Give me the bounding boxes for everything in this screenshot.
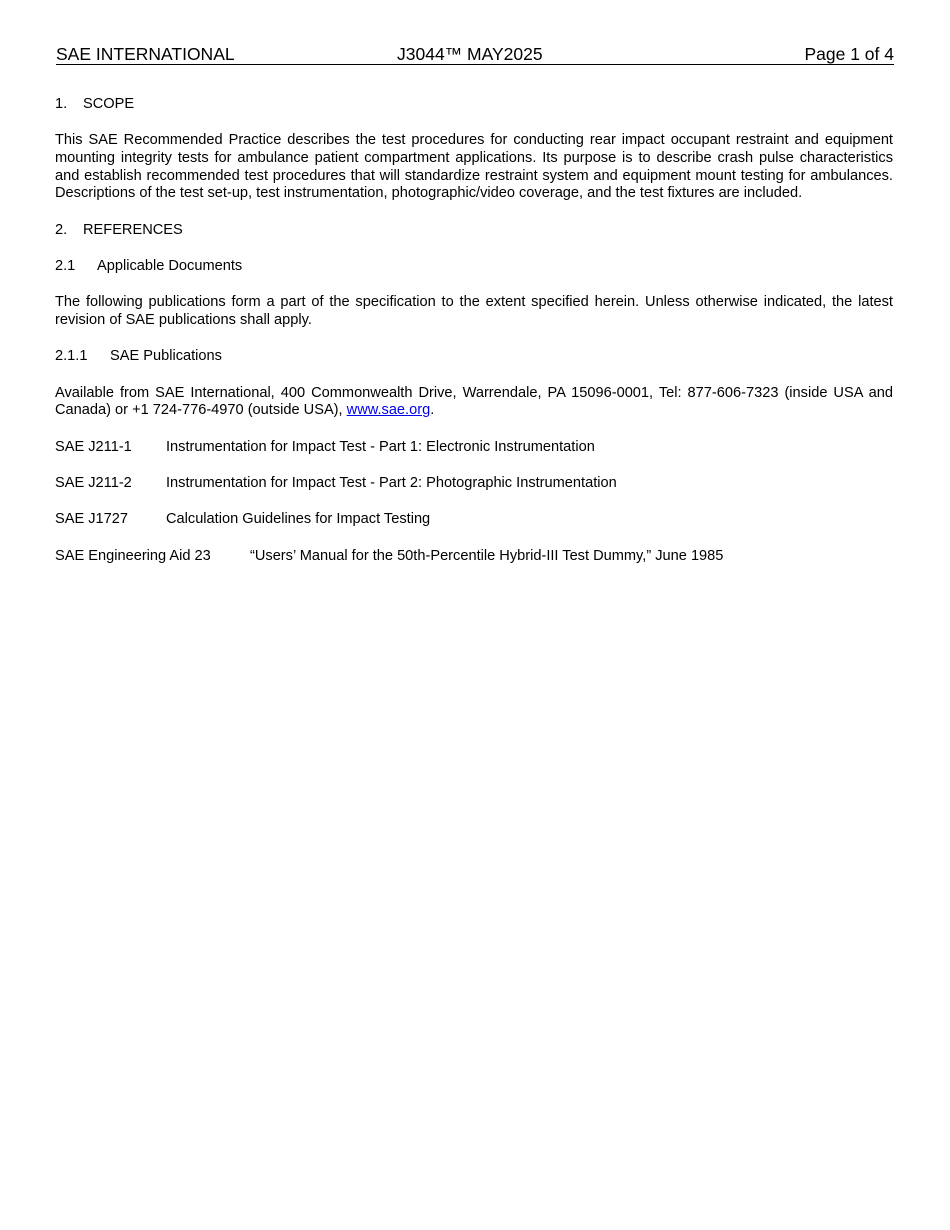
- reference-code: SAE J211-1: [55, 438, 132, 455]
- section-title: SCOPE: [83, 96, 135, 112]
- reference-item: [55, 511, 893, 529]
- section-heading-references: [55, 222, 893, 240]
- document-body: [55, 96, 893, 565]
- sae-website-link[interactable]: www.sae.org: [346, 402, 431, 419]
- availability-text: Available from SAE International, 400 Commonwealth Drive, Warrendale, PA 15096-0001, Tel: 877-606-7323 (inside USA and Canada) or +1 724-776-4970 (outside USA),: [55, 384, 893, 419]
- applicable-documents-paragraph: The following publications form a part of the specification to the extent specified herein. Unless otherwise indicated, the latest revision of SAE publications shall apply.: [55, 294, 893, 328]
- section-title: REFERENCES: [83, 221, 183, 238]
- reference-title: Instrumentation for Impact Test - Part 1: Electronic Instrumentation: [166, 438, 595, 455]
- section-number: 2.: [55, 221, 68, 238]
- reference-item: [55, 548, 893, 566]
- section-title: SAE Publications: [110, 348, 222, 365]
- reference-title: Calculation Guidelines for Impact Testing: [166, 511, 431, 528]
- section-heading-sae-publications: [55, 348, 893, 366]
- availability-text-end: .: [430, 402, 435, 419]
- header-page-number: Page 1 of 4: [804, 44, 894, 64]
- reference-title: Instrumentation for Impact Test - Part 2: Photographic Instrumentation: [166, 475, 617, 492]
- header-document-id: J3044™ MAY2025: [397, 44, 543, 64]
- section-number: 1.: [55, 96, 68, 112]
- reference-item: [55, 475, 893, 493]
- reference-code: SAE J211-2: [55, 475, 132, 492]
- section-number: 2.1: [55, 257, 76, 274]
- section-heading-applicable-documents: [55, 258, 893, 276]
- page-header: [56, 44, 894, 65]
- sae-publications-paragraph: [55, 385, 893, 420]
- reference-code: SAE J1727: [55, 511, 129, 528]
- scope-paragraph: This SAE Recommended Practice describes the test procedures for conducting rear impact occupant restraint and equipment mounting integrity tests for ambulance patient compartment applications. Its purpose is to describe crash pulse characteristics and establish recommended test procedures that will standardize restraint system and equipment mount testing for ambulances. Descriptions of the test set-up, test instrumentation, photographic/video coverage, and the test fixtures are included.: [55, 132, 893, 202]
- reference-code: SAE Engineering Aid 23: [55, 547, 211, 564]
- section-title: Applicable Documents: [97, 257, 243, 274]
- reference-item: [55, 439, 893, 457]
- section-heading-scope: [55, 96, 893, 114]
- header-organization: SAE INTERNATIONAL: [56, 44, 235, 64]
- section-number: 2.1.1: [55, 348, 88, 365]
- reference-title: “Users’ Manual for the 50th-Percentile Hybrid-III Test Dummy,” June 1985: [250, 547, 724, 564]
